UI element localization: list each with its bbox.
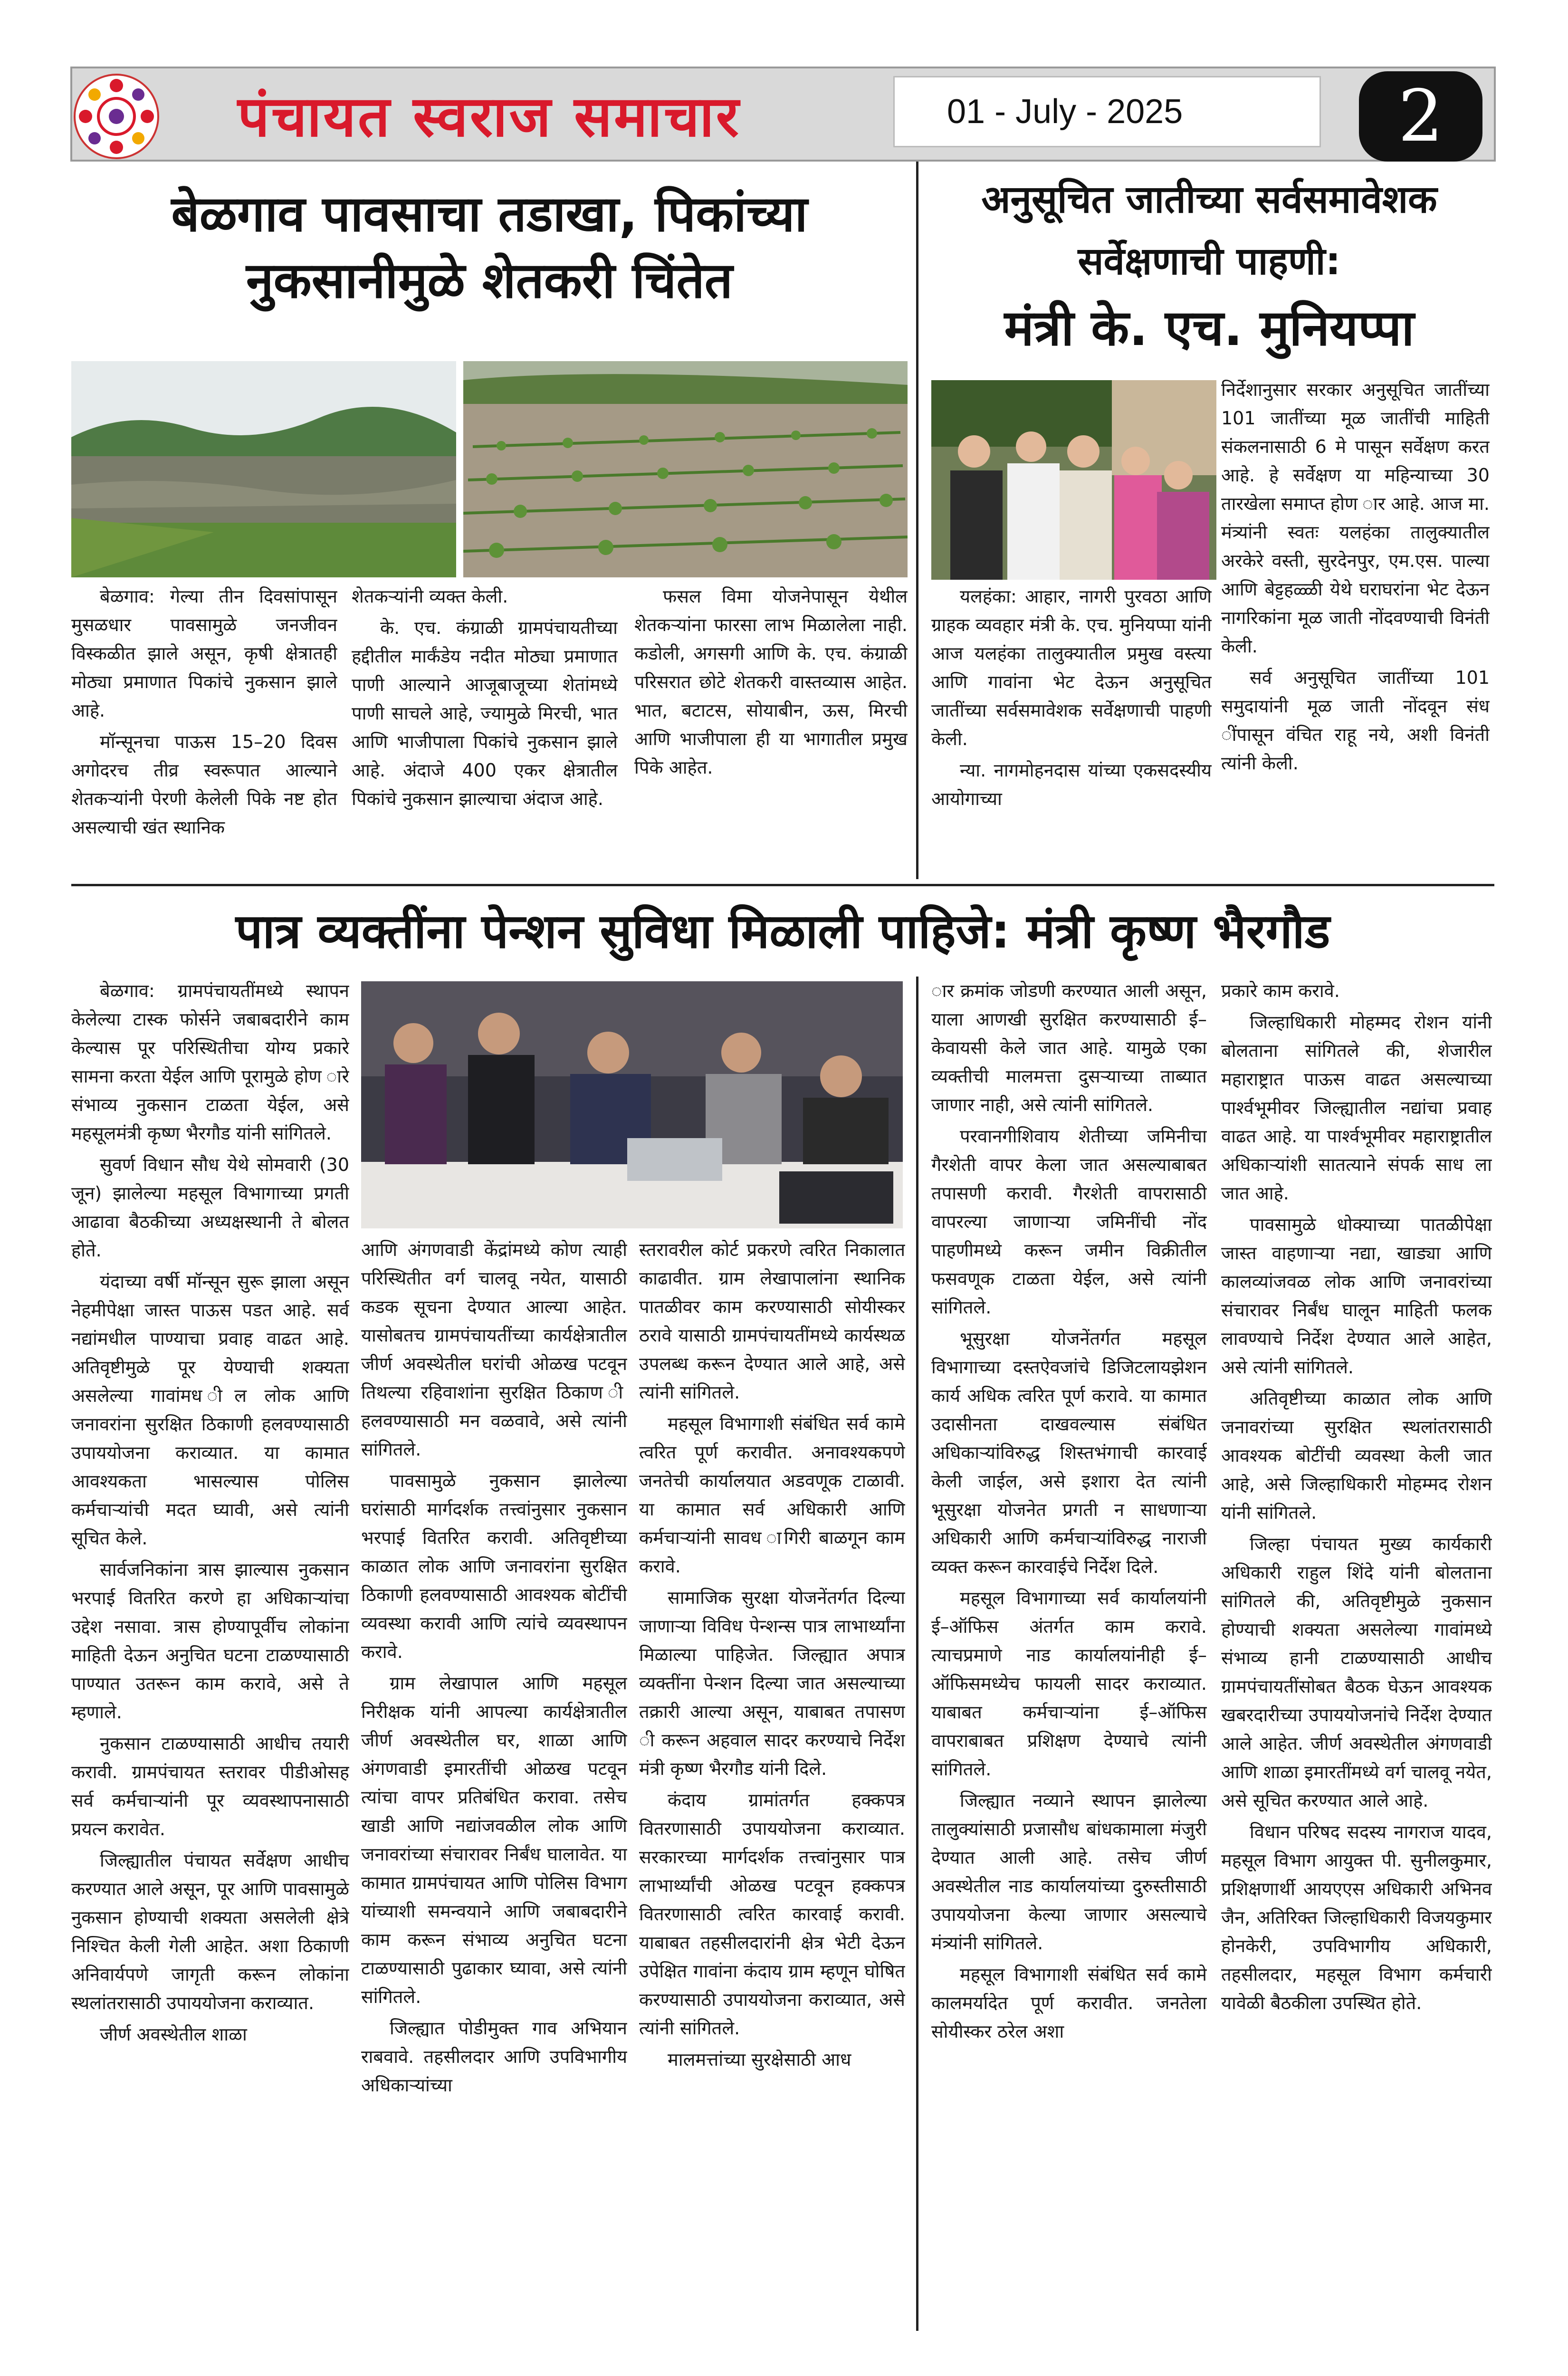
story3-col4-para: महसूल विभागाच्या सर्व कार्यालयांनी ई–ऑफिस अंतर्गत काम करावे. त्याचप्रमाणे नाड कार्यालयांनीही ई–ऑफिसमध्येच फायली सादर कराव्यात. याबाबत कर्मचाऱ्यांना ई–ऑफिस वापराबाबत प्रशिक्षण देण्याचे त्यांनी सांगितले. [931, 1588, 1207, 1780]
story1-headline-line2: नुकसानीमुळे शेतकरी चिंतेत [246, 251, 733, 309]
section-divider [71, 884, 1494, 886]
story3-col1-para: बेळगाव: ग्रामपंचायतींमध्ये स्थापन केलेल्या टास्क फोर्सने जबाबदारीने काम केल्यास पूर परिस्थितीचा योग्य प्रकारे सामना करता येईल आणि पूरामुळे होण ारे संभाव्य नुकसान टाळता येईल, असे महसूलमंत्री कृष्ण भैरगौड यांनी सांगितले. [71, 980, 349, 1144]
story3-col4-para: जिल्ह्यात नव्याने स्थापन झालेल्या तालुक्यांसाठी प्रजासौध बांधकामाला मंजुरी देण्यात आली आहे. तसेच जीर्ण अवस्थेतील नाड कार्यालयांच्या दुरुस्तीसाठी उपाययोजना केल्या जाणार असल्याचे मंत्र्यांनी सांगितले. [931, 1790, 1207, 1954]
story1-col2-para: शेतकऱ्यांनी व्यक्त केली. [352, 586, 508, 607]
story3-col2-para: ग्राम लेखापाल आणि महसूल निरीक्षक यांनी आपल्या कार्यक्षेत्रातील जीर्ण अवस्थेतील घर, शाळा आणि अंगणवाडी इमारतींची ओळख पटवून त्यांचा वापर प्रतिबंधित करावा. तसेच खाडी आणि नद्यांजवळील लोक आणि जनावरांच्या संचारावर निर्बंध घालावेत. या कामात ग्रामपंचायत आणि पोलिस विभाग यांच्याशी समन्वयाने आणि जबाबदारीने काम करून संभाव्य अनुचित घटना टाळण्यासाठी पुढाकार घ्यावा, असे त्यांनी सांगितले. [361, 1673, 627, 2007]
story2-headline-line2: सर्वेक्षणाची पाहणी: [1078, 239, 1341, 283]
story1-column-3 [634, 582, 908, 881]
story3-col3-para: महसूल विभागाशी संबंधित सर्व कामे त्वरित पूर्ण करावीत. अनावश्यकपणे जनतेची कार्यालयात अडवणूक टाळावी. या कामात सर्व अधिकारी आणि कर्मचाऱ्यांनी सावध ागिरी बाळगून काम करावे. [639, 1413, 905, 1577]
review-meeting-photo [361, 981, 903, 1228]
story3-column-1 [71, 977, 349, 2331]
story3-col3-para: स्तरावरील कोर्ट प्रकरणे त्वरित निकालात काढावीत. ग्राम लेखापालांना स्थानिक पातळीवर काम करण्यासाठी सोयीस्कर ठरावे यासाठी ग्रामपंचायतींमध्ये कार्यस्थळ उपलब्ध करून देण्यात आले आहे, असे त्यांनी सांगितले. [639, 1239, 905, 1403]
story2-side-column [1221, 375, 1490, 879]
story3-col3-para: सामाजिक सुरक्षा योजनेंतर्गत दिल्या जाणाऱ्या विविध पेन्शन्स पात्र लाभार्थ्यांना मिळाल्या पाहिजेत. जिल्ह्यात अपात्र व्यक्तींना पेन्शन दिल्या जात असल्याच्या तक्रारी आल्या असून, याबाबत तपासण ी करून अहवाल सादर करण्याचे निर्देश मंत्री कृष्ण भैरगौड यांनी दिले. [639, 1587, 905, 1779]
story3-col5-para: प्रकारे काम करावे. [1221, 980, 1340, 1001]
story3-column-4 [931, 977, 1207, 2331]
story2-headline [924, 169, 1494, 364]
story2-lower-para: न्या. नागमोहनदास यांच्या एकसदस्यीय आयोगाच्या [931, 760, 1212, 809]
story2-headline-line3: मंत्री के. एच. मुनियप्पा [1004, 299, 1415, 357]
story1-column-1 [71, 582, 337, 881]
page-number: 2 [1359, 71, 1482, 162]
story1-column-2 [352, 582, 618, 881]
story1-headline [71, 181, 908, 314]
story3-col1-para: सार्वजनिकांना त्रास झाल्यास नुकसान भरपाई वितरित करणे हा अधिकाऱ्यांचा उद्देश नसावा. त्रास होण्यापूर्वीच लोकांना माहिती देऊन अनुचित घटना टाळण्यासाठी पाण्यात उतरून काम करावे, असे ते म्हणाले. [71, 1559, 349, 1723]
story3-col2-para: आणि अंगणवाडी केंद्रांमध्ये कोण त्याही परिस्थितीत वर्ग चालवू नयेत, यासाठी कडक सूचना देण्यात आल्या आहेत. यासोबतच ग्रामपंचायतींच्या कार्यक्षेत्रातील जीर्ण अवस्थेतील घरांची ओळख पटवून तिथल्या रहिवाशांना सुरक्षित ठिकाण ी हलवण्यासाठी मन वळवावे, असे त्यांनी सांगितले. [361, 1239, 627, 1460]
story3-col1-para: जिल्ह्यातील पंचायत सर्वेक्षण आधीच करण्यात आले असून, पूर आणि पावसामुळे नुकसान होण्याची शक्यता असलेली क्षेत्रे निश्चित केली गेली आहेत. अशा ठिकाणी अनिवार्यपणे जागृती करून लोकांना स्थलांतरासाठी उपाययोजना कराव्यात. [71, 1850, 349, 2013]
story3-column-3 [639, 1236, 905, 2331]
story3-col2-para: जिल्ह्यात पोडीमुक्त गाव अभियान राबवावे. तहसीलदार आणि उपविभागीय अधिकाऱ्यांच्या [361, 2018, 627, 2096]
story3-column-2 [361, 1236, 627, 2331]
story3-col4-para: भूसुरक्षा योजनेंतर्गत महसूल विभागाच्या दस्तऐवजांचे डिजिटलायझेशन कार्य अधिक त्वरित पूर्ण करावे. या कामात उदासीनता दाखवल्यास संबंधित अधिकाऱ्यांविरुद्ध शिस्तभंगाची कारवाई केली जाईल, असे इशारा देत त्यांनी भूसुरक्षा योजनेत प्रगती न साधणाऱ्या अधिकारी आणि कर्मचाऱ्यांविरुद्ध नाराजी व्यक्त करून कारवाईचे निर्देश दिले. [931, 1328, 1207, 1577]
story3-col4-para: परवानगीशिवाय शेतीच्या जमिनीचा गैरशेती वापर केला जात असल्याबाबत तपासणी करावी. गैरशेती वापरासाठी वापरल्या जाणाऱ्या जमिनींची नोंद पाहणीमध्ये करून जमीन विक्रीतील फसवणूक टाळता येईल, असे त्यांनी सांगितले. [931, 1126, 1207, 1318]
story2-side-para: निर्देशानुसार सरकार अनुसूचित जातींच्या 101 जातींच्या मूळ जातींची माहिती संकलनासाठी 6 मे पासून सर्वेक्षण करत आहे. हे सर्वेक्षण या महिन्याच्या 30 तारखेला समाप्त होण ार आहे. आज मा. मंत्र्यांनी स्वतः यलहंका तालुक्यातील अरकेरे वस्ती, सुरदेनपुर, एम.एस. पाल्या आणि बेट्टहळ्ळी येथे घराघरांना भेट देऊन नागरिकांना मूळ जाती नोंदवण्याची विनंती केली. [1221, 379, 1490, 657]
story3-col5-para: अतिवृष्टीच्या काळात लोक आणि जनावरांच्या सुरक्षित स्थलांतरासाठी आवश्यक बोटींची व्यवस्था केली जात आहे, असे जिल्हाधिकारी मोहम्मद रोशन यांनी सांगितले. [1221, 1388, 1492, 1523]
story3-col5-para: विधान परिषद सदस्य नागराज यादव, महसूल विभाग आयुक्त पी. सुनीलकुमार, प्रशिक्षणार्थी आयएएस अधिकारी अभिनव जैन, अतिरिक्त जिल्हाधिकारी विजयकुमार होनकेरी, उपविभागीय अधिकारी, तहसीलदार, महसूल विभाग कर्मचारी यावेळी बैठकीला उपस्थित होते. [1221, 1821, 1492, 2013]
story3-col3-para: मालमत्तांच्या सुरक्षेसाठी आध [668, 2049, 851, 2070]
newspaper-logo [71, 71, 162, 162]
story3-col1-para: यंदाच्या वर्षी मॉन्सून सुरू झाला असून नेहमीपेक्षा जास्त पाऊस पडत आहे. सर्व नद्यांमधील पाण्याचा प्रवाह वाढत आहे. अतिवृष्टीमुळे पूर येण्याची शक्यता असलेल्या गावांमध ील लोक आणि जनावरांना सुरक्षित ठिकाणी हलवण्यासाठी उपाययोजना कराव्यात. या कामात आवश्यकता भासल्यास पोलिस कर्मचाऱ्यांची मदत घ्यावी, असे त्यांनी सूचित केले. [71, 1271, 349, 1549]
story1-headline-line1: बेळगाव पावसाचा तडाखा, पिकांच्या [171, 185, 808, 243]
story2-lower-para: यलहंका: आहार, नागरी पुरवठा आणि ग्राहक व्यवहार मंत्री के. एच. मुनियप्पा यांनी आज यलहंका तालुक्यातील प्रमुख वस्त्या आणि गावांना भेट देऊन अनुसूचित जातींच्या सर्वसमावेशक सर्वेक्षणाची पाहणी केली. [931, 586, 1212, 749]
story3-headline: पात्र व्यक्तींना पेन्शन सुविधा मिळाली पाहिजे: मंत्री कृष्ण भैरगौड [235, 903, 1330, 959]
flooded-field-photo-left [71, 361, 456, 577]
minister-visit-photo [931, 380, 1216, 580]
story3-col4-para: ार क्रमांक जोडणी करण्यात आली असून, याला आणखी सुरक्षित करण्यासाठी ई–केवायसी केले जात आहे. यामुळे एका व्यक्तीची मालमत्ता दुसऱ्याच्या ताब्यात जाणार नाही, असे त्यांनी सांगितले. [931, 980, 1207, 1115]
story2-lower-column [931, 582, 1212, 879]
story3-col5-para: जिल्हा पंचायत मुख्य कार्यकारी अधिकारी राहुल शिंदे यांनी बोलताना सांगितले की, अतिवृष्टीमुळे नुकसान होण्याची शक्यता असलेल्या गावांमध्ये संभाव्य हानी टाळण्यासाठी आधीच ग्रामपंचायतींसोबत बैठक घेऊन आवश्यक खबरदारीच्या उपाययोजनांचे निर्देश देण्यात आले आहेत. जीर्ण अवस्थेतील अंगणवाडी आणि शाळा इमारतींमध्ये वर्ग चालवू नयेत, असे सूचित करण्यात आले आहे. [1221, 1533, 1492, 1811]
column-divider [916, 162, 918, 879]
story1-col3-para: फसल विमा योजनेपासून येथील शेतकऱ्यांना फारसा लाभ मिळालेला नाही. कडोली, अगसगी आणि के. एच. कंग्राळी परिसरात छोटे शेतकरी वास्तव्यास आहेत. भात, बटाटस, सोयाबीन, ऊस, मिरची आणि भाजीपाला ही या भागातील प्रमुख पिके आहेत. [634, 586, 908, 778]
story2-side-para: सर्व अनुसूचित जातींच्या 101 समुदायांनी मूळ जाती नोंदवून संध ींपासून वंचित राहू नये, अशी विनंती त्यांनी केली. [1221, 667, 1490, 774]
story1-col1-para: बेळगाव: गेल्या तीन दिवसांपासून मुसळधार पावसामुळे जनजीवन विस्कळीत झाले असून, कृषी क्षेत्रातही मोठ्या प्रमाणात पिकांचे नुकसान झाले आहे. [71, 586, 337, 721]
story1-col1-para: मॉन्सूनचा पाऊस 15–20 दिवस अगोदरच तीव्र स्वरूपात आल्याने शेतकऱ्यांनी पेरणी केलेली पिके नष्ट होत असल्याची खंत स्थानिक [71, 731, 337, 838]
story3-col5-para: जिल्हाधिकारी मोहम्मद रोशन यांनी बोलताना सांगितले की, शेजारील महाराष्ट्रात पाऊस वाढत असल्याच्या पार्श्वभूमीवर जिल्ह्यातील नद्यांचा प्रवाह वाढत आहे. या पार्श्वभूमीवर महाराष्ट्रातील अधिकाऱ्यांशी सातत्याने संपर्क साध ला जात आहे. [1221, 1012, 1492, 1204]
story3-col2-para: पावसामुळे नुकसान झालेल्या घरांसाठी मार्गदर्शक तत्त्वांनुसार नुकसान भरपाई वितरित करावी. अतिवृष्टीच्या काळात लोक आणि जनावरांना सुरक्षित ठिकाणी हलवण्यासाठी आवश्यक बोटींची व्यवस्था करावी आणि त्यांचे व्यवस्थापन करावे. [361, 1470, 627, 1662]
newspaper-title: पंचायत स्वराज समाचार [238, 84, 741, 149]
story3-column-5 [1221, 977, 1492, 2331]
story3-col3-para: कंदाय ग्रामांतर्गत हक्कपत्र वितरणासाठी उपाययोजना कराव्यात. सरकारच्या मार्गदर्शक तत्त्वांनुसार पात्र लाभार्थ्यांची ओळख पटवून हक्कपत्र वितरणासाठी त्वरित कारवाई करावी. याबाबत तहसीलदारांनी क्षेत्र भेटी देऊन उपेक्षित गावांना कंदाय ग्राम म्हणून घोषित करण्यासाठी उपाययोजना कराव्यात, असे त्यांनी सांगितले. [639, 1790, 905, 2039]
column-divider [916, 977, 918, 2331]
story2-headline-line1: अनुसूचित जातीच्या सर्वसमावेशक [981, 177, 1437, 221]
flooded-field-photo-right [463, 361, 908, 577]
story3-col4-para: महसूल विभागाशी संबंधित सर्व कामे कालमर्यादेत पूर्ण करावीत. जनतेला सोयीस्कर ठरेल अशा [931, 1964, 1207, 2042]
story1-col2-para: के. एच. कंग्राळी ग्रामपंचायतीच्या हद्दीतील मार्कंडेय नदीत मोठ्या प्रमाणात पाणी आल्याने आजूबाजूच्या शेतांमध्ये पाणी साचले आहे, ज्यामुळे मिरची, भात आणि भाजीपाला पिकांचे नुकसान झाले आहे. अंदाजे 400 एकर क्षेत्रातील पिकांचे नुकसान झाल्याचा अंदाज आहे. [352, 617, 618, 809]
story3-col1-para: सुवर्ण विधान सौध येथे सोमवारी (30 जून) झालेल्या महसूल विभागाच्या प्रगती आढावा बैठकीच्या अध्यक्षस्थानी ते बोलत होते. [71, 1154, 349, 1261]
issue-date: 01 - July - 2025 [893, 76, 1321, 147]
story3-col1-para: नुकसान टाळण्यासाठी आधीच तयारी करावी. ग्रामपंचायत स्तरावर पीडीओसह सर्व कर्मचाऱ्यांनी पूर व्यवस्थापनासाठी प्रयत्न करावेत. [71, 1733, 349, 1839]
story3-col1-para: जीर्ण अवस्थेतील शाळा [100, 2024, 247, 2045]
story3-col5-para: पावसामुळे धोक्याच्या पातळीपेक्षा जास्त वाहणाऱ्या नद्या, खाड्या आणि कालव्यांजवळ लोक आणि जनावरांच्या संचारावर निर्बंध घालून माहिती फलक लावण्याचे निर्देश देण्यात आले आहेत, असे त्यांनी सांगितले. [1221, 1214, 1492, 1378]
